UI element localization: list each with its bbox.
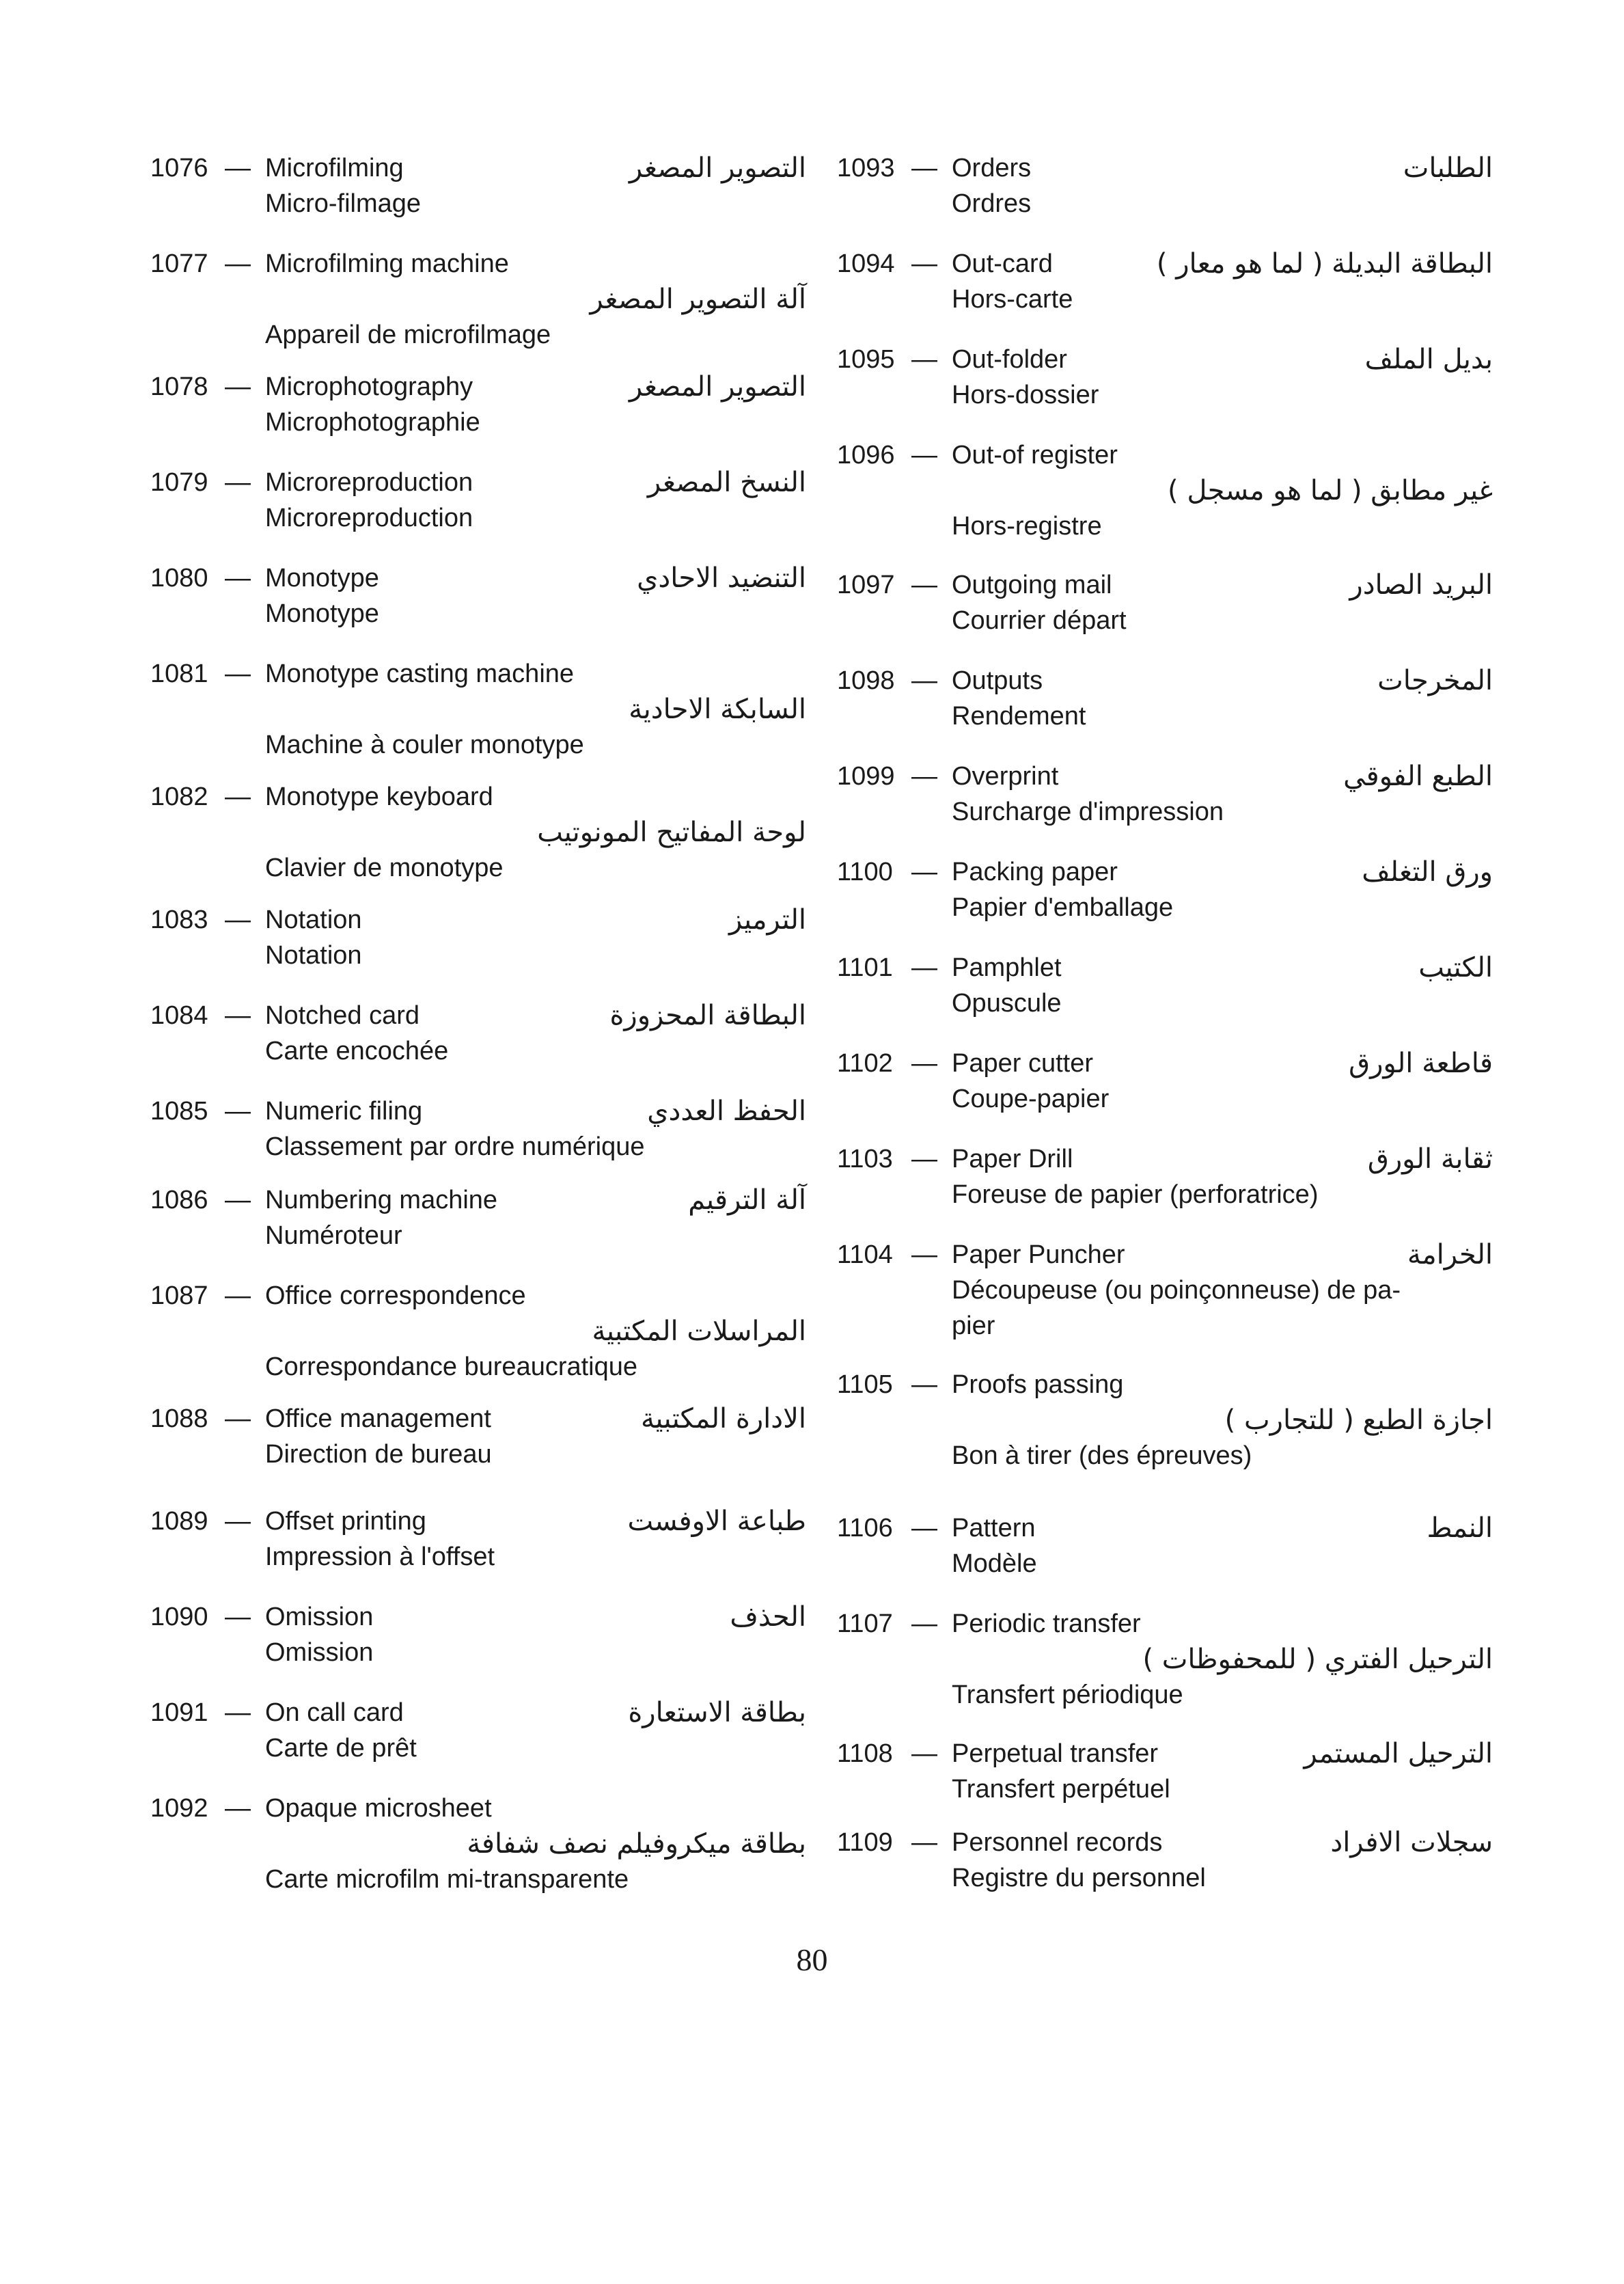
french-term: Courrier départ bbox=[952, 606, 1127, 635]
entry-number: 1108 bbox=[837, 1739, 893, 1768]
english-term: Microfilming bbox=[265, 154, 404, 182]
arabic-term: الكتيب bbox=[1418, 952, 1493, 983]
entry-number: 1098 bbox=[837, 666, 895, 695]
english-term: Periodic transfer bbox=[952, 1609, 1141, 1638]
entry-number: 1083 bbox=[150, 906, 208, 934]
entry-dash: — bbox=[225, 1698, 251, 1727]
arabic-term: البطاقة المحزوزة bbox=[609, 1000, 806, 1031]
arabic-term: ثقابة الورق bbox=[1367, 1143, 1493, 1175]
arabic-term: آلة الترقيم bbox=[688, 1184, 806, 1216]
french-term: Classement par ordre numérique bbox=[265, 1132, 645, 1161]
glossary-entry bbox=[150, 1599, 806, 1681]
entry-number: 1093 bbox=[837, 154, 895, 182]
english-term: Paper cutter bbox=[952, 1049, 1093, 1078]
arabic-term: ورق التغلف bbox=[1362, 856, 1493, 888]
glossary-entry bbox=[837, 1367, 1493, 1470]
page-number: 80 bbox=[796, 1942, 828, 1977]
french-term: Opuscule bbox=[952, 989, 1062, 1018]
entry-dash: — bbox=[225, 1404, 251, 1433]
french-term: Omission bbox=[265, 1638, 374, 1667]
french-term: Clavier de monotype bbox=[265, 854, 504, 882]
entry-dash: — bbox=[225, 1097, 251, 1126]
english-term: Offset printing bbox=[265, 1507, 426, 1536]
french-term: Bon à tirer (des épreuves) bbox=[952, 1441, 1252, 1470]
entry-number: 1078 bbox=[150, 372, 208, 401]
french-term: Microphotographie bbox=[265, 408, 480, 437]
french-term: Surcharge d'impression bbox=[952, 798, 1224, 826]
english-term: Numeric filing bbox=[265, 1097, 423, 1126]
entry-dash: — bbox=[911, 1514, 937, 1542]
arabic-term: الحفظ العددي bbox=[647, 1096, 806, 1127]
glossary-entry bbox=[837, 1141, 1493, 1223]
entry-number: 1080 bbox=[150, 564, 208, 593]
french-term: Notation bbox=[265, 941, 362, 970]
glossary-entry bbox=[837, 759, 1493, 841]
arabic-term: الطلبات bbox=[1403, 152, 1493, 184]
french-term: Micro-filmage bbox=[265, 189, 422, 218]
french-term: Impression à l'offset bbox=[265, 1542, 495, 1571]
entry-dash: — bbox=[911, 249, 937, 278]
entry-number: 1102 bbox=[837, 1049, 893, 1078]
french-term: Ordres bbox=[952, 189, 1032, 218]
glossary-entry bbox=[837, 567, 1493, 649]
english-term: Notation bbox=[265, 906, 362, 934]
entry-number: 1084 bbox=[150, 1001, 208, 1030]
french-term: Carte microfilm mi-transparente bbox=[265, 1865, 629, 1894]
entry-dash: — bbox=[225, 1603, 251, 1631]
glossary-entry bbox=[150, 465, 806, 547]
entry-number: 1081 bbox=[150, 660, 208, 688]
glossary-entry bbox=[150, 1093, 806, 1175]
glossary-entry bbox=[150, 779, 806, 882]
french-term: Carte de prêt bbox=[265, 1734, 417, 1763]
french-term: Foreuse de papier (perforatrice) bbox=[952, 1180, 1319, 1209]
english-term: Omission bbox=[265, 1603, 374, 1631]
glossary-entry bbox=[837, 854, 1493, 936]
entry-number: 1088 bbox=[150, 1404, 208, 1433]
entry-dash: — bbox=[911, 1828, 937, 1857]
arabic-term: الادارة المكتبية bbox=[640, 1403, 806, 1435]
arabic-term: المخرجات bbox=[1377, 665, 1493, 696]
entry-number: 1109 bbox=[837, 1828, 893, 1857]
entry-dash: — bbox=[225, 249, 251, 278]
english-term: Packing paper bbox=[952, 858, 1118, 886]
glossary-entry bbox=[150, 369, 806, 451]
english-term: Microfilming machine bbox=[265, 249, 509, 278]
entry-number: 1096 bbox=[837, 441, 895, 470]
arabic-term: اجازة الطبع ( للتجارب ) bbox=[1224, 1404, 1493, 1436]
arabic-term: التصوير المصغر bbox=[629, 152, 806, 184]
arabic-term: الترميز bbox=[728, 904, 806, 936]
arabic-term: آلة التصوير المصغر bbox=[590, 284, 806, 315]
entry-number: 1100 bbox=[837, 858, 893, 886]
french-term: Numéroteur bbox=[265, 1221, 402, 1250]
glossary-entry bbox=[150, 150, 806, 232]
entry-dash: — bbox=[225, 660, 251, 688]
glossary-entry bbox=[837, 437, 1493, 541]
french-term: Hors-dossier bbox=[952, 381, 1099, 409]
entry-dash: — bbox=[911, 1370, 937, 1399]
french-term: Coupe-papier bbox=[952, 1085, 1110, 1113]
french-term-continued: pier bbox=[952, 1311, 995, 1340]
english-term: Paper Puncher bbox=[952, 1240, 1125, 1269]
entry-dash: — bbox=[225, 906, 251, 934]
entry-number: 1106 bbox=[837, 1514, 893, 1542]
entry-dash: — bbox=[225, 564, 251, 593]
english-term: Outgoing mail bbox=[952, 571, 1112, 599]
entry-dash: — bbox=[911, 1739, 937, 1768]
arabic-term: التصوير المصغر bbox=[629, 371, 806, 403]
english-term: On call card bbox=[265, 1698, 404, 1727]
english-term: Microphotography bbox=[265, 372, 473, 401]
entry-dash: — bbox=[911, 441, 937, 470]
glossary-entry bbox=[150, 1182, 806, 1264]
glossary-entry bbox=[837, 1510, 1493, 1592]
english-term: Office correspondence bbox=[265, 1281, 526, 1310]
glossary-entry bbox=[837, 1046, 1493, 1128]
glossary-entry bbox=[837, 1736, 1493, 1818]
entry-number: 1082 bbox=[150, 783, 208, 811]
arabic-term: طباعة الاوفست bbox=[627, 1506, 806, 1537]
entry-number: 1101 bbox=[837, 953, 893, 982]
arabic-term: بطاقة ميكروفيلم نصف شفافة bbox=[467, 1828, 806, 1860]
english-term: Orders bbox=[952, 154, 1032, 182]
entry-dash: — bbox=[911, 1145, 937, 1173]
french-term: Papier d'emballage bbox=[952, 893, 1174, 922]
glossary-entry bbox=[150, 1401, 806, 1483]
entry-number: 1077 bbox=[150, 249, 208, 278]
arabic-term: قاطعة الورق bbox=[1349, 1048, 1493, 1079]
arabic-term: سجلات الافراد bbox=[1330, 1827, 1493, 1858]
french-term: Découpeuse (ou poinçonneuse) de pa- bbox=[952, 1276, 1401, 1305]
french-term: Microreproduction bbox=[265, 504, 473, 532]
entry-dash: — bbox=[911, 154, 937, 182]
entry-number: 1103 bbox=[837, 1145, 893, 1173]
glossary-entry bbox=[837, 663, 1493, 745]
entry-number: 1085 bbox=[150, 1097, 208, 1126]
french-term: Transfert périodique bbox=[952, 1681, 1183, 1709]
entry-dash: — bbox=[225, 1186, 251, 1214]
entry-dash: — bbox=[225, 1507, 251, 1536]
french-term: Machine à couler monotype bbox=[265, 731, 584, 759]
entry-dash: — bbox=[911, 1049, 937, 1078]
glossary-entry bbox=[150, 902, 806, 984]
english-term: Pamphlet bbox=[952, 953, 1062, 982]
entry-dash: — bbox=[225, 1281, 251, 1310]
french-term: Modèle bbox=[952, 1549, 1037, 1578]
arabic-term: الطبع الفوقي bbox=[1343, 761, 1493, 792]
arabic-term: الخرامة bbox=[1407, 1239, 1493, 1270]
arabic-term: المراسلات المكتبية bbox=[592, 1316, 806, 1347]
glossary-entry bbox=[837, 1606, 1493, 1709]
entry-dash: — bbox=[911, 1240, 937, 1269]
arabic-term: الحذف bbox=[730, 1601, 806, 1633]
english-term: Overprint bbox=[952, 762, 1059, 791]
glossary-entry bbox=[150, 1278, 806, 1381]
entry-number: 1099 bbox=[837, 762, 895, 791]
english-term: Out-of register bbox=[952, 441, 1118, 470]
french-term: Hors-carte bbox=[952, 285, 1073, 314]
entry-number: 1092 bbox=[150, 1794, 208, 1823]
english-term: Personnel records bbox=[952, 1828, 1163, 1857]
glossary-entry bbox=[837, 342, 1493, 424]
glossary-entry bbox=[837, 150, 1493, 232]
english-term: Out-card bbox=[952, 249, 1053, 278]
english-term: Monotype keyboard bbox=[265, 783, 493, 811]
french-term: Transfert perpétuel bbox=[952, 1775, 1170, 1804]
glossary-entry bbox=[150, 1504, 806, 1586]
english-term: Pattern bbox=[952, 1514, 1036, 1542]
glossary-entry bbox=[837, 950, 1493, 1032]
french-term: Direction de bureau bbox=[265, 1440, 492, 1469]
arabic-term: البطاقة البديلة ( لما هو معار ) bbox=[1156, 248, 1493, 280]
arabic-term: الترحيل الفتري ( للمحفوظات ) bbox=[1142, 1644, 1493, 1675]
glossary-entry bbox=[150, 560, 806, 642]
entry-dash: — bbox=[911, 571, 937, 599]
entry-dash: — bbox=[225, 1001, 251, 1030]
entry-dash: — bbox=[911, 666, 937, 695]
english-term: Outputs bbox=[952, 666, 1043, 695]
english-term: Notched card bbox=[265, 1001, 420, 1030]
french-term: Correspondance bureaucratique bbox=[265, 1352, 638, 1381]
entry-number: 1089 bbox=[150, 1507, 208, 1536]
arabic-term: لوحة المفاتيح المونوتيب bbox=[537, 817, 806, 848]
entry-dash: — bbox=[225, 783, 251, 811]
french-term: Hors-registre bbox=[952, 512, 1102, 541]
entry-dash: — bbox=[225, 1794, 251, 1823]
english-term: Monotype bbox=[265, 564, 379, 593]
arabic-term: النسخ المصغر bbox=[647, 467, 806, 498]
entry-dash: — bbox=[225, 154, 251, 182]
french-term: Rendement bbox=[952, 702, 1086, 731]
english-term: Office management bbox=[265, 1404, 491, 1433]
glossary-entry bbox=[150, 998, 806, 1080]
glossary-entry bbox=[150, 1695, 806, 1777]
arabic-term: السابكة الاحادية bbox=[629, 694, 806, 725]
english-term: Monotype casting machine bbox=[265, 660, 575, 688]
entry-number: 1091 bbox=[150, 1698, 208, 1727]
arabic-term: الترحيل المستمر bbox=[1304, 1738, 1493, 1769]
english-term: Paper Drill bbox=[952, 1145, 1073, 1173]
entry-number: 1104 bbox=[837, 1240, 893, 1269]
glossary-entry bbox=[150, 656, 806, 759]
entry-dash: — bbox=[911, 345, 937, 374]
english-term: Perpetual transfer bbox=[952, 1739, 1159, 1768]
entry-number: 1105 bbox=[837, 1370, 893, 1399]
entry-dash: — bbox=[911, 858, 937, 886]
glossary-entry bbox=[837, 1825, 1493, 1907]
arabic-term: بديل الملف bbox=[1364, 344, 1493, 375]
entry-number: 1095 bbox=[837, 345, 895, 374]
english-term: Microreproduction bbox=[265, 468, 473, 497]
english-term: Proofs passing bbox=[952, 1370, 1124, 1399]
french-term: Appareil de microfilmage bbox=[265, 321, 551, 349]
glossary-entry bbox=[150, 246, 806, 349]
entry-number: 1090 bbox=[150, 1603, 208, 1631]
arabic-term: البريد الصادر bbox=[1349, 569, 1493, 601]
english-term: Out-folder bbox=[952, 345, 1067, 374]
entry-dash: — bbox=[225, 372, 251, 401]
french-term: Monotype bbox=[265, 599, 379, 628]
french-term: Registre du personnel bbox=[952, 1864, 1206, 1892]
entry-dash: — bbox=[911, 953, 937, 982]
entry-dash: — bbox=[911, 762, 937, 791]
entry-number: 1087 bbox=[150, 1281, 208, 1310]
arabic-term: النمط bbox=[1427, 1512, 1493, 1544]
entry-number: 1076 bbox=[150, 154, 208, 182]
entry-dash: — bbox=[911, 1609, 937, 1638]
entry-number: 1094 bbox=[837, 249, 895, 278]
entry-number: 1086 bbox=[150, 1186, 208, 1214]
entry-number: 1079 bbox=[150, 468, 208, 497]
french-term: Carte encochée bbox=[265, 1037, 449, 1065]
arabic-term: بطاقة الاستعارة bbox=[628, 1697, 806, 1728]
entry-number: 1097 bbox=[837, 571, 895, 599]
glossary-entry bbox=[150, 1791, 806, 1894]
glossary-entry bbox=[837, 1237, 1493, 1340]
english-term: Opaque microsheet bbox=[265, 1794, 492, 1823]
entry-number: 1107 bbox=[837, 1609, 893, 1638]
english-term: Numbering machine bbox=[265, 1186, 498, 1214]
arabic-term: التنضيد الاحادي bbox=[637, 562, 806, 594]
entry-dash: — bbox=[225, 468, 251, 497]
glossary-entry bbox=[837, 246, 1493, 328]
arabic-term: غير مطابق ( لما هو مسجل ) bbox=[1168, 475, 1493, 506]
